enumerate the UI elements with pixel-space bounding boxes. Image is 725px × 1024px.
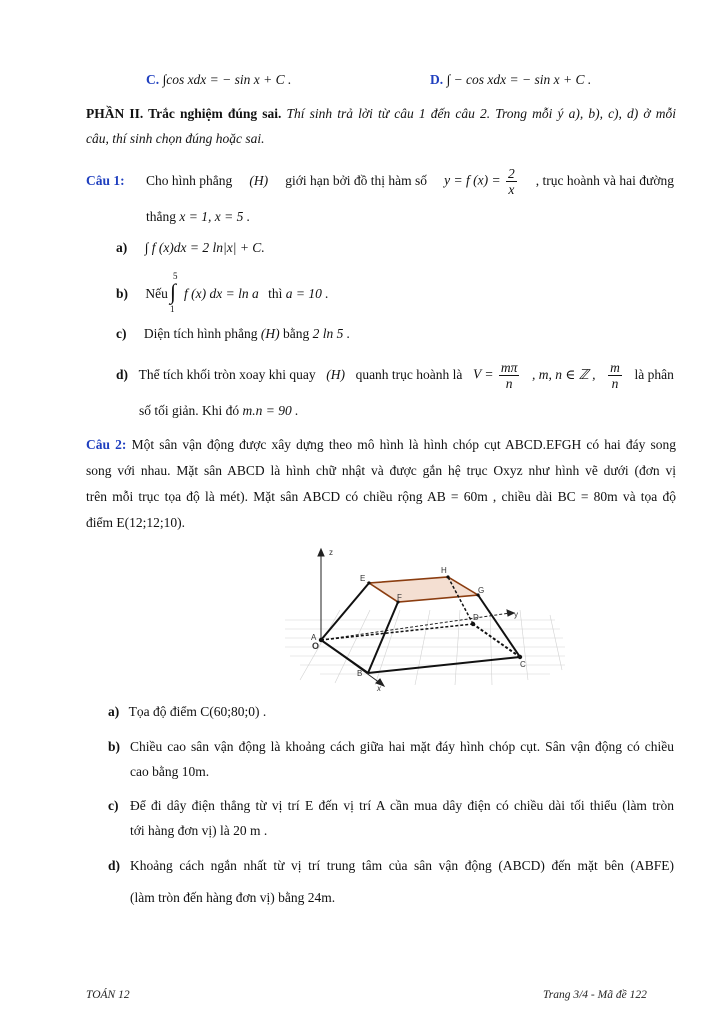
figure-labels: [311, 548, 526, 693]
q1-d-cond: , m, n ∈ ℤ ,: [532, 367, 596, 382]
label-o: O: [312, 641, 320, 651]
part2-instruction-2: câu, thí sinh chọn đúng hoặc sai.: [86, 131, 265, 146]
q2-d-line1: Khoảng cách ngắn nhất từ vị trí trung tâm của sân vận động (ABCD) đến mặt bên (ABFE): [130, 858, 674, 873]
z-arrow-icon: [318, 549, 324, 556]
edge-ad: [321, 624, 473, 640]
q1-c-H: (H): [260, 326, 280, 341]
q1-b-formula: f (x) dx = ln a: [184, 286, 259, 301]
label-a: A: [311, 633, 317, 642]
label-x: x: [377, 684, 381, 693]
edge-bf: [368, 602, 398, 673]
label-b: B: [357, 669, 363, 678]
q2-item-b-label-wrap: [108, 738, 120, 756]
part2-heading-line: [86, 105, 676, 123]
q1-d-text-b: quanh trục hoành là: [355, 367, 463, 382]
label-g: G: [478, 586, 485, 595]
q1-stem: [146, 162, 674, 200]
label-f: F: [397, 593, 402, 602]
axes: [318, 549, 514, 686]
label-h: H: [441, 566, 447, 575]
option-d-formula: ∫ − cos xdx = − sin x + C .: [446, 72, 592, 87]
q1-stem-c: , trục hoành và hai đường: [535, 173, 674, 188]
option-d-label: D.: [430, 72, 444, 87]
q1-a-label: a): [116, 240, 128, 255]
q2-line1-wrap: [86, 436, 676, 454]
q2-c-label: c): [108, 798, 119, 813]
q2-item-a: [108, 703, 266, 721]
q1-item-a: [116, 239, 265, 257]
q2-c-line1: Để đi dây điện thẳng từ vị trí E đến vị trí A cần mua dây điện có chiều dài tối thiểu (làm tròn: [130, 798, 674, 813]
q1-d-num2: m: [610, 359, 620, 375]
q1-d-den: n: [505, 375, 513, 391]
edge-ae: [321, 583, 369, 640]
q2-line3: trên mỗi trục tọa độ là mét). Mặt sân ABCD có chiều rộng AB = 60m , chiều dài BC = 80m và tọa độ: [86, 489, 676, 504]
q2-line1: Một sân vận động được xây dựng theo mô hình là hình chóp cụt ABCD.EFGH có hai đáy song: [131, 437, 677, 452]
q1-d-fraction2: [608, 360, 622, 391]
q2-item-d-label-wrap: [108, 857, 120, 875]
top-face-efgh: [369, 577, 478, 602]
q2-d-label: d): [108, 858, 121, 873]
option-c-label: C.: [146, 72, 160, 87]
q2-line2: song với nhau. Mặt sân ABCD là hình chữ nhật và được gắn hệ trục Oxyz như hình vẽ dưới (đơn vị: [86, 463, 676, 478]
base-abcd: [321, 624, 520, 673]
q1-a-formula: ∫ f (x)dx = 2 ln|x| + C.: [144, 240, 265, 255]
point-a: [319, 638, 323, 642]
option-c: [146, 71, 291, 89]
label-c: C: [520, 660, 526, 669]
ground-grid: [285, 610, 565, 685]
q1-c-label: c): [116, 326, 127, 341]
q1-d-den2: n: [611, 375, 619, 391]
q1-stem-a: Cho hình phẳng: [146, 173, 233, 188]
q1-b-upper: 5: [173, 271, 178, 281]
q1-b-then: thì: [268, 286, 283, 301]
q1-c-text-a: Diện tích hình phẳng: [143, 326, 258, 341]
edge-cg: [478, 595, 520, 657]
q1-d-fraction: [499, 360, 520, 391]
q1-func-fraction: [506, 166, 517, 197]
point-h: [446, 575, 449, 578]
q1-d-label: d): [116, 367, 129, 382]
q1-func-num: 2: [507, 165, 515, 181]
truncated-pyramid-figure: [280, 545, 570, 700]
point-e: [367, 581, 370, 584]
label-d: D: [473, 613, 479, 622]
q1-d-line2: [139, 402, 298, 420]
part2-heading: PHẦN II. Trắc nghiệm đúng sai.: [86, 106, 282, 121]
q1-item-c: [116, 325, 350, 343]
y-axis: [321, 613, 510, 640]
q1-d-H: (H): [326, 367, 345, 382]
q1-label: Câu 1:: [86, 173, 125, 188]
q1-func-den: x: [508, 181, 515, 197]
q2-b-line1: Chiều cao sân vận động là khoảng cách giữa hai mặt đáy hình chóp cụt. Sân vận động có chiều: [130, 739, 674, 754]
q1-stem-line2: [146, 208, 250, 226]
q1-b-rest: [184, 285, 329, 303]
q1-d-V: V =: [473, 366, 494, 382]
option-c-formula: ∫cos xdx = − sin x + C .: [162, 72, 292, 87]
footer-right: Trang 3/4 - Mã đề 122: [543, 989, 647, 1001]
q2-d-line2: (làm tròn đến hàng đơn vị) bằng 24m.: [130, 890, 336, 905]
q1-d-line2-text: số tối giản. Khi đó: [139, 403, 240, 418]
q1-d-value: m.n = 90 .: [242, 403, 299, 418]
q1-b-integral-sign: ∫: [170, 279, 177, 304]
q2-item-c-label-wrap: [108, 797, 119, 815]
q1-d-num: mπ: [500, 359, 518, 375]
q1-b-pre: Nếu: [145, 286, 168, 301]
q1-stem-line2-text: thẳng: [146, 209, 176, 224]
y-arrow-icon: [507, 610, 514, 616]
q1-c-text-b: bằng: [282, 326, 310, 341]
q1-item-d: [116, 357, 674, 393]
q2-line4: điểm E(12;12;10).: [86, 515, 185, 530]
q1-H: (H): [249, 173, 269, 188]
q2-label: Câu 2:: [86, 437, 127, 452]
q1-item-b: [116, 285, 168, 303]
point-d: [471, 622, 475, 626]
part2-instruction-1: Thí sinh trả lời từ câu 1 đến câu 2. Trong mỗi ý a), b), c), d) ở mỗi: [286, 106, 676, 121]
point-c: [518, 655, 522, 659]
q1-b-value: a = 10 .: [285, 286, 329, 301]
q1-stem-b: giới hạn bởi đồ thị hàm số: [285, 173, 427, 188]
q1-d-text-a: Thể tích khối tròn xoay khi quay: [138, 367, 316, 382]
q2-b-line2: cao bằng 10m.: [130, 764, 210, 779]
q1-lines-eq: x = 1, x = 5 .: [179, 209, 251, 224]
q1-b-lower: 1: [170, 304, 175, 314]
q1-b-label: b): [116, 286, 129, 301]
label-e: E: [360, 574, 366, 583]
label-z: z: [329, 548, 333, 557]
label-y: y: [514, 610, 518, 619]
q1-c-value: 2 ln 5 .: [312, 326, 351, 341]
q2-a-text: Tọa độ điểm C(60;80;0) .: [128, 704, 267, 719]
q2-a-label: a): [108, 704, 120, 719]
q2-c-line2: tới hàng đơn vị) là 20 m .: [130, 823, 268, 838]
q1-d-text-c: là phân: [634, 367, 674, 382]
q2-b-label: b): [108, 739, 121, 754]
option-d: [430, 71, 591, 89]
q1-func-lhs: y = f (x) =: [444, 172, 501, 188]
footer-left: TOÁN 12: [86, 989, 130, 1001]
